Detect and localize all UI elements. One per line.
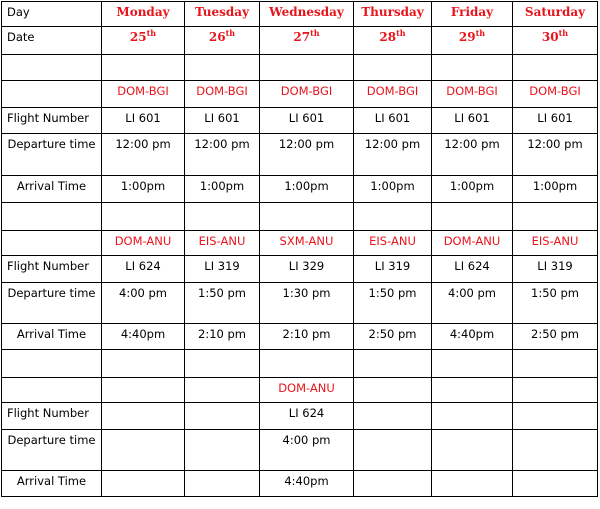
flight-number-cell-text: LI 319 — [204, 259, 240, 273]
spacer-cell — [432, 203, 513, 231]
arrival-cell-text — [513, 471, 597, 474]
departure-row — [2, 283, 598, 324]
departure-label-text: Departure time — [7, 286, 96, 300]
route-cell-text: EIS-ANU — [369, 234, 416, 248]
arrival-cell-text: 4:40pm — [449, 327, 495, 341]
flight-number-cell-text — [102, 403, 184, 406]
spacer-cell — [513, 55, 598, 81]
departure-cell — [513, 134, 598, 176]
arrival-cell — [354, 176, 432, 203]
schedule-body — [2, 2, 598, 497]
arrival-label-text: Arrival Time — [16, 327, 87, 341]
date-header-0 — [102, 27, 185, 55]
date-header-2 — [260, 27, 354, 55]
flight-number-cell-text: LI 624 — [288, 406, 325, 420]
route-cell-text: SXM-ANU — [279, 234, 334, 248]
arrival-cell-text: 2:10 pm — [282, 327, 331, 341]
date-header-5 — [513, 27, 598, 55]
flight-number-cell-text — [354, 403, 431, 406]
date-number: 29 — [458, 30, 476, 44]
flight-number-cell — [513, 403, 598, 430]
departure-cell — [354, 134, 432, 176]
spacer-cell — [185, 55, 260, 81]
departure-cell-text: 1:50 pm — [198, 286, 246, 300]
flight-number-cell-text: LI 601 — [204, 111, 240, 125]
spacer-cell — [185, 203, 260, 231]
arrival-cell — [102, 471, 185, 497]
date-value-5 — [513, 27, 597, 45]
date-value-0 — [102, 27, 184, 45]
route-row — [2, 378, 598, 403]
arrival-cell — [513, 324, 598, 350]
route-cell — [354, 81, 432, 108]
departure-label — [2, 134, 102, 176]
route-cell-text — [513, 378, 597, 381]
departure-cell — [260, 430, 354, 471]
departure-label — [2, 430, 102, 471]
flight-number-cell — [102, 256, 185, 283]
arrival-cell — [354, 324, 432, 350]
route-cell-text: DOM-BGI — [446, 84, 498, 98]
route-cell — [354, 378, 432, 403]
route-cell — [185, 81, 260, 108]
departure-cell-text: 1:50 pm — [531, 286, 579, 300]
route-cell — [185, 231, 260, 256]
departure-cell-text: 12:00 pm — [527, 137, 583, 151]
day-header-4-text: Friday — [450, 5, 494, 19]
departure-cell — [354, 430, 432, 471]
day-header-2 — [260, 2, 354, 27]
date-header-3 — [354, 27, 432, 55]
departure-cell-text: 12:00 pm — [444, 137, 500, 151]
route-cell — [432, 378, 513, 403]
arrival-cell — [513, 471, 598, 497]
spacer-cell — [2, 350, 102, 378]
date-value-4 — [432, 27, 512, 45]
departure-cell — [513, 283, 598, 324]
route-cell-text — [432, 378, 512, 381]
date-label-text: Date — [7, 30, 35, 44]
date-suffix: th — [310, 28, 320, 38]
arrival-cell-text: 1:00pm — [532, 179, 578, 193]
flight-number-cell — [102, 403, 185, 430]
departure-row — [2, 430, 598, 471]
spacer-cell — [102, 55, 185, 81]
arrival-cell — [102, 176, 185, 203]
route-label — [2, 81, 102, 108]
departure-cell-text: 1:50 pm — [368, 286, 417, 300]
day-header-0 — [102, 2, 185, 27]
spacer-row — [2, 55, 598, 81]
route-cell — [260, 81, 354, 108]
spacer-cell — [2, 203, 102, 231]
arrival-cell-text: 2:50 pm — [368, 327, 417, 341]
flight-number-label — [2, 403, 102, 430]
arrival-cell — [185, 471, 260, 497]
arrival-label — [2, 324, 102, 350]
route-cell-text: DOM-ANU — [114, 234, 172, 248]
flight-number-row — [2, 256, 598, 283]
spacer-cell — [102, 350, 185, 378]
arrival-cell-text — [102, 471, 184, 474]
departure-cell — [102, 283, 185, 324]
spacer-row — [2, 203, 598, 231]
day-header-4 — [432, 2, 513, 27]
arrival-cell — [185, 176, 260, 203]
date-row — [2, 27, 598, 55]
route-cell-text: DOM-BGI — [366, 84, 419, 98]
flight-number-cell — [185, 256, 260, 283]
spacer-cell — [102, 203, 185, 231]
day-row — [2, 2, 598, 27]
flight-number-cell-text — [432, 403, 512, 406]
departure-label-text: Departure time — [7, 137, 96, 151]
route-label — [2, 378, 102, 403]
date-header-1 — [185, 27, 260, 55]
flight-number-label-text: Flight Number — [7, 259, 89, 273]
route-label — [2, 231, 102, 256]
flight-number-cell-text: LI 319 — [537, 259, 573, 273]
spacer-cell — [185, 350, 260, 378]
departure-cell — [185, 430, 260, 471]
flight-number-label — [2, 108, 102, 134]
arrival-cell — [260, 471, 354, 497]
departure-cell-text: 12:00 pm — [364, 137, 421, 151]
day-header-5 — [513, 2, 598, 27]
flight-number-cell-text: LI 329 — [288, 259, 325, 273]
route-cell — [432, 81, 513, 108]
day-label — [2, 2, 102, 27]
arrival-cell-text: 1:00pm — [120, 179, 166, 193]
flight-number-cell — [354, 256, 432, 283]
route-cell — [102, 231, 185, 256]
departure-cell-text — [354, 430, 431, 433]
route-cell — [513, 231, 598, 256]
route-cell-text: EIS-ANU — [198, 234, 246, 248]
arrival-cell-text: 2:10 pm — [198, 327, 246, 341]
day-header-2-text: Wednesday — [269, 5, 344, 19]
arrival-cell-text: 4:40pm — [120, 327, 166, 341]
flight-number-cell-text — [513, 403, 597, 406]
flight-number-cell-text — [185, 403, 259, 406]
day-header-1-text: Tuesday — [194, 5, 250, 19]
date-value-1 — [185, 27, 259, 45]
arrival-cell — [102, 324, 185, 350]
route-cell-text — [102, 378, 184, 381]
departure-cell — [432, 430, 513, 471]
route-cell — [513, 378, 598, 403]
arrival-cell — [432, 176, 513, 203]
spacer-cell — [260, 203, 354, 231]
route-row — [2, 81, 598, 108]
flight-number-row — [2, 403, 598, 430]
spacer-cell — [260, 350, 354, 378]
departure-cell-text: 12:00 pm — [278, 137, 335, 151]
date-number: 28 — [379, 30, 397, 44]
flight-number-cell-text: LI 624 — [454, 259, 490, 273]
departure-cell — [432, 283, 513, 324]
spacer-cell — [432, 55, 513, 81]
day-header-5-text: Saturday — [524, 5, 586, 19]
arrival-cell — [354, 471, 432, 497]
route-cell — [260, 378, 354, 403]
flight-number-label — [2, 256, 102, 283]
flight-number-cell — [260, 403, 354, 430]
day-label-text: Day — [7, 5, 30, 19]
flight-schedule-table — [1, 1, 598, 497]
departure-cell-text — [432, 430, 512, 433]
flight-number-cell-text: LI 601 — [125, 111, 161, 125]
route-cell — [432, 231, 513, 256]
route-cell-text: EIS-ANU — [531, 234, 579, 248]
arrival-row — [2, 471, 598, 497]
spacer-cell — [354, 55, 432, 81]
date-suffix: th — [396, 28, 406, 38]
route-cell — [354, 231, 432, 256]
arrival-cell — [432, 324, 513, 350]
departure-label — [2, 283, 102, 324]
arrival-cell — [260, 324, 354, 350]
flight-number-cell-text: LI 601 — [374, 111, 411, 125]
arrival-cell-text — [185, 471, 259, 474]
date-suffix: th — [475, 28, 486, 38]
flight-number-label-text: Flight Number — [7, 406, 89, 420]
flight-number-cell — [432, 256, 513, 283]
arrival-cell — [432, 471, 513, 497]
departure-cell-text: 1:30 pm — [282, 286, 331, 300]
flight-number-cell — [354, 108, 432, 134]
arrival-cell-text — [354, 471, 431, 474]
arrival-cell-text — [432, 471, 512, 474]
route-cell — [260, 231, 354, 256]
spacer-cell — [513, 203, 598, 231]
date-value-3 — [354, 27, 431, 45]
route-cell-text — [354, 378, 431, 381]
departure-cell — [102, 134, 185, 176]
flight-number-cell — [432, 108, 513, 134]
arrival-cell-text: 1:00pm — [370, 179, 415, 193]
spacer-cell — [354, 203, 432, 231]
date-header-4 — [432, 27, 513, 55]
arrival-label — [2, 176, 102, 203]
arrival-cell-text: 4:40pm — [284, 474, 329, 488]
flight-number-cell-text: LI 601 — [537, 111, 573, 125]
route-cell-text: DOM-ANU — [278, 381, 335, 395]
flight-number-cell — [260, 256, 354, 283]
route-cell-text: DOM-BGI — [529, 84, 581, 98]
departure-cell — [185, 134, 260, 176]
arrival-row — [2, 324, 598, 350]
date-suffix: th — [225, 28, 236, 38]
date-suffix: th — [558, 28, 569, 38]
departure-cell — [260, 283, 354, 324]
arrival-cell — [185, 324, 260, 350]
spacer-cell — [354, 350, 432, 378]
spacer-cell — [260, 55, 354, 81]
day-header-3-text: Thursday — [361, 5, 424, 19]
flight-number-cell — [102, 108, 185, 134]
route-cell — [513, 81, 598, 108]
flight-number-cell-text: LI 601 — [288, 111, 325, 125]
flight-number-cell — [513, 108, 598, 134]
flight-number-cell-text: LI 319 — [374, 259, 411, 273]
flight-number-cell — [432, 403, 513, 430]
arrival-cell — [513, 176, 598, 203]
date-value-2 — [260, 27, 353, 45]
departure-cell-text — [513, 430, 597, 433]
departure-cell — [102, 430, 185, 471]
departure-label-text: Departure time — [7, 433, 96, 447]
route-cell — [102, 81, 185, 108]
departure-cell-text: 12:00 pm — [115, 137, 171, 151]
arrival-cell-text: 1:00pm — [199, 179, 245, 193]
departure-cell-text: 4:00 pm — [119, 286, 167, 300]
flight-number-cell — [185, 403, 260, 430]
flight-number-cell-text: LI 601 — [454, 111, 490, 125]
arrival-row — [2, 176, 598, 203]
departure-cell-text: 4:00 pm — [282, 433, 331, 447]
flight-number-cell — [354, 403, 432, 430]
route-cell — [185, 378, 260, 403]
departure-cell-text: 12:00 pm — [194, 137, 250, 151]
departure-cell — [432, 134, 513, 176]
route-cell-text — [185, 378, 259, 381]
flight-number-cell — [513, 256, 598, 283]
route-row — [2, 231, 598, 256]
spacer-cell — [513, 350, 598, 378]
route-cell-text: DOM-BGI — [280, 84, 333, 98]
arrival-label-text: Arrival Time — [16, 179, 87, 193]
spacer-cell — [2, 55, 102, 81]
flight-number-cell — [185, 108, 260, 134]
flight-number-row — [2, 108, 598, 134]
departure-cell — [354, 283, 432, 324]
departure-row — [2, 134, 598, 176]
flight-number-cell-text: LI 624 — [125, 259, 161, 273]
arrival-cell-text: 1:00pm — [284, 179, 329, 193]
spacer-row — [2, 350, 598, 378]
arrival-label — [2, 471, 102, 497]
departure-cell — [185, 283, 260, 324]
arrival-cell-text: 1:00pm — [449, 179, 495, 193]
departure-cell-text — [102, 430, 184, 433]
day-header-1 — [185, 2, 260, 27]
departure-cell — [260, 134, 354, 176]
route-cell-text: DOM-ANU — [443, 234, 501, 248]
departure-cell-text — [185, 430, 259, 433]
day-header-3 — [354, 2, 432, 27]
route-cell-text: DOM-BGI — [117, 84, 169, 98]
departure-cell-text: 4:00 pm — [448, 286, 496, 300]
date-number: 25 — [129, 30, 147, 44]
spacer-cell — [432, 350, 513, 378]
route-cell — [102, 378, 185, 403]
day-header-0-text: Monday — [116, 5, 170, 19]
flight-number-label-text: Flight Number — [7, 111, 89, 125]
arrival-cell-text: 2:50 pm — [531, 327, 579, 341]
date-suffix: th — [146, 28, 157, 38]
route-cell-text: DOM-BGI — [196, 84, 248, 98]
flight-number-cell — [260, 108, 354, 134]
date-number: 27 — [293, 30, 311, 44]
arrival-cell — [260, 176, 354, 203]
arrival-label-text: Arrival Time — [16, 474, 87, 488]
date-number: 30 — [541, 30, 559, 44]
date-label — [2, 27, 102, 55]
departure-cell — [513, 430, 598, 471]
date-number: 26 — [208, 30, 226, 44]
